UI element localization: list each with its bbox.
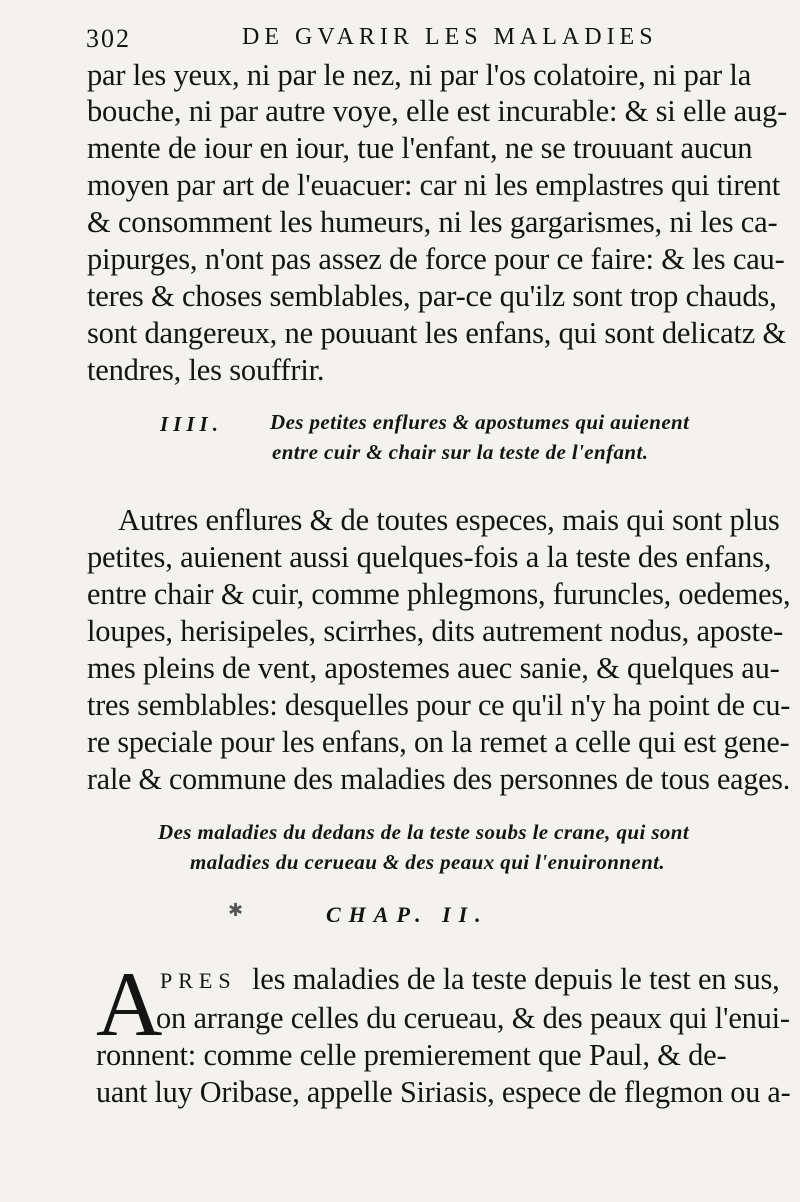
text-line: entre chair & cuir, comme phlegmons, furuncles, oedemes, [87,577,791,611]
text-line: petites, auienent aussi quelques-fois a la teste des enfans, [87,540,772,574]
text-line: mente de iour en iour, tue l'enfant, ne se trouuant aucun [87,131,753,165]
page-number: 302 [86,24,131,53]
text-line: & consomment les humeurs, ni les gargarismes, ni les ca- [87,205,778,239]
text-line: uant luy Oribase, appelle Siriasis, espece de flegmon ou a- [96,1075,791,1109]
text-line: rale & commune des maladies des personnes de tous eages. [87,762,791,796]
text-line: les maladies de la teste depuis le test en sus, [252,962,780,996]
heading-line: entre cuir & chair sur la teste de l'enfant. [272,440,649,464]
text-line: bouche, ni par autre voye, elle est incurable: & si elle aug- [87,94,788,128]
drop-capital: A [96,953,163,1055]
text-line: pipurges, n'ont pas assez de force pour ce faire: & les cau- [87,242,785,276]
section-number: IIII. [160,412,223,436]
text-line: tendres, les souffrir. [87,353,325,387]
ornament-mark: ✱ [228,900,244,920]
text-line: sont dangereux, ne pouuant les enfans, qui sont delicatz & [87,316,787,350]
text-line: mes pleins de vent, apostemes auec sanie, & quelques au- [87,651,780,685]
small-caps-word: PRES [160,968,237,993]
text-line: on arrange celles du cerueau, & des peaux qui l'enui- [156,1001,790,1035]
text-line: par les yeux, ni par le nez, ni par l'os colatoire, ni par la [87,58,752,92]
chapter-number: CHAP. II. [326,902,489,927]
heading-line: maladies du cerueau & des peaux qui l'enuironnent. [190,850,666,874]
text-line: tres semblables: desquelles pour ce qu'il n'y ha point de cu- [87,688,791,722]
running-title: DE GVARIR LES MALADIES [242,24,658,50]
text-line: moyen par art de l'euacuer: car ni les emplastres qui tirent [87,168,781,202]
heading-line: Des maladies du dedans de la teste soubs le crane, qui sont [158,820,690,844]
text-line: teres & choses semblables, par-ce qu'ilz sont trop chauds, [87,279,777,313]
text-line: loupes, herisipeles, scirrhes, dits autrement nodus, aposte- [87,614,784,648]
text-line: Autres enflures & de toutes especes, mais qui sont plus [118,503,780,537]
text-line: ronnent: comme celle premierement que Paul, & de- [96,1038,727,1072]
text-line: re speciale pour les enfans, on la remet a celle qui est gene- [87,725,790,759]
heading-line: Des petites enflures & apostumes qui auienent [270,410,690,434]
